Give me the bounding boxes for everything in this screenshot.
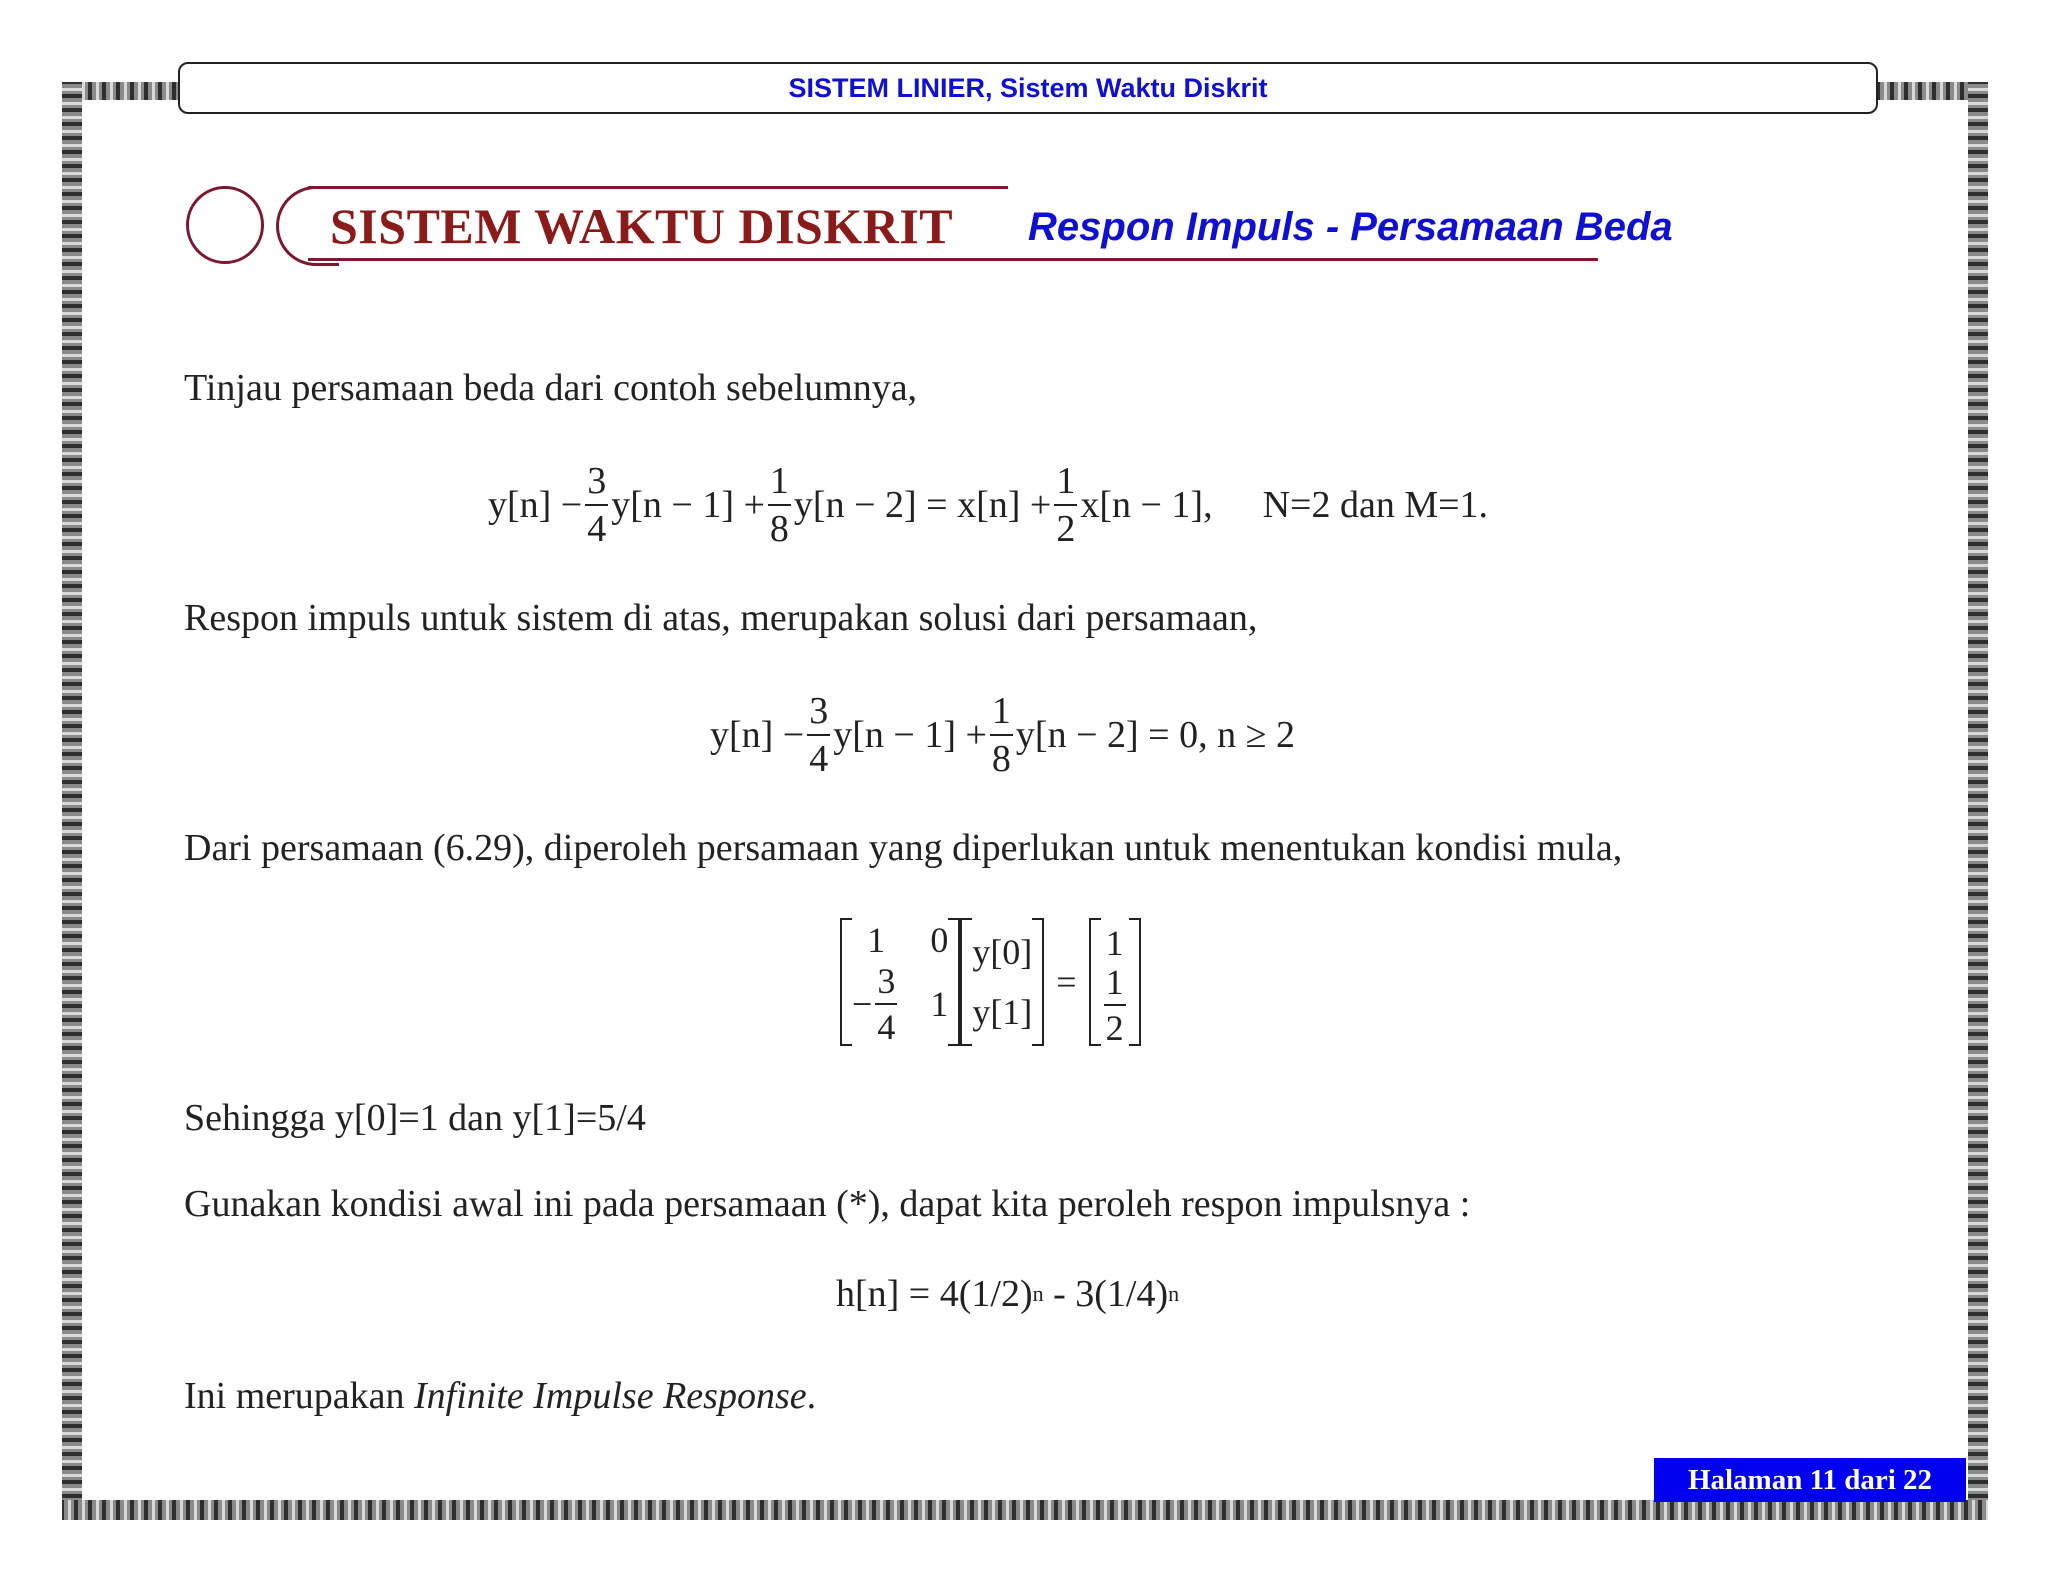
title-rule-top bbox=[308, 186, 1008, 189]
eq1-term-2: y[n − 1] + bbox=[611, 484, 765, 526]
paragraph-6-italic: Infinite Impulse Response bbox=[414, 1375, 807, 1417]
vector-rhs-1: 1 bbox=[1105, 923, 1124, 963]
eq1-fraction-3 bbox=[1054, 462, 1077, 548]
frame-right bbox=[1968, 82, 1988, 1520]
eq1-f3-num: 1 bbox=[1054, 462, 1077, 506]
matrix-a12: 0 bbox=[930, 920, 949, 960]
eq1-term-4: x[n − 1], bbox=[1080, 484, 1213, 526]
vector-rhs-2-den: 2 bbox=[1105, 1008, 1124, 1048]
title-rule-bottom bbox=[308, 258, 1598, 261]
eq2-fraction-2 bbox=[990, 692, 1013, 778]
equation-3: h[n] = 4(1/2) n - 3(1/4) n bbox=[836, 1273, 1180, 1315]
eq1-term-1: y[n] − bbox=[488, 484, 583, 526]
frame-left bbox=[62, 82, 82, 1520]
equation-1 bbox=[488, 458, 1488, 552]
eq2-f2-num: 1 bbox=[990, 692, 1013, 736]
eq3-part-b: - 3(1/4) bbox=[1043, 1273, 1169, 1315]
matrix-a22: 1 bbox=[930, 984, 949, 1024]
header-bar bbox=[178, 62, 1878, 114]
vector-rhs-2-fraction bbox=[1104, 964, 1126, 1046]
eq1-fraction-2 bbox=[768, 462, 791, 548]
paragraph-6-tail: . bbox=[806, 1375, 817, 1417]
paragraph-1: Tinjau persamaan beda dari contoh sebelumnya, bbox=[184, 367, 918, 409]
eq2-f2-den: 8 bbox=[991, 738, 1011, 780]
eq2-term-1: y[n] − bbox=[710, 714, 805, 756]
eq1-term-3: y[n − 2] = x[n] + bbox=[793, 484, 1052, 526]
eq2-term-2: y[n − 1] + bbox=[833, 714, 987, 756]
header-title: SISTEM LINIER, Sistem Waktu Diskrit bbox=[788, 73, 1268, 103]
matrix-a21-den: 4 bbox=[877, 1007, 896, 1047]
eq1-f2-num: 1 bbox=[768, 462, 791, 506]
matrix-a21-num: 3 bbox=[875, 963, 897, 1005]
page-number-badge: Halaman 11 dari 22 bbox=[1654, 1458, 1966, 1502]
paragraph-3: Dari persamaan (6.29), diperoleh persamaan yang diperlukan untuk menentukan kondisi mula, bbox=[184, 827, 1623, 869]
paragraph-5: Gunakan kondisi awal ini pada persamaan (*), dapat kita peroleh respon impulsnya : bbox=[184, 1183, 1471, 1225]
eq1-f1-den: 4 bbox=[587, 508, 607, 550]
eq1-f3-den: 2 bbox=[1056, 508, 1076, 550]
eq2-term-3: y[n − 2] = 0, n ≥ 2 bbox=[1015, 714, 1295, 756]
vector-y0: y[0] bbox=[972, 932, 1033, 972]
frame-bottom bbox=[62, 1500, 1988, 1520]
eq3-part-a: h[n] = 4(1/2) bbox=[836, 1273, 1033, 1315]
vector-rhs-2-num: 1 bbox=[1104, 964, 1126, 1006]
page-title: SISTEM WAKTU DISKRIT bbox=[330, 198, 954, 254]
title-circle-ornament bbox=[186, 186, 264, 264]
vector-y1: y[1] bbox=[972, 992, 1033, 1032]
matrix-vector-rhs bbox=[1089, 918, 1141, 1046]
paragraph-4: Sehingga y[0]=1 dan y[1]=5/4 bbox=[184, 1097, 646, 1139]
matrix-a11: 1 bbox=[867, 920, 886, 960]
eq1-f1-num: 3 bbox=[585, 462, 608, 506]
matrix-equation bbox=[840, 914, 1141, 1050]
eq2-f1-den: 4 bbox=[809, 738, 829, 780]
eq2-f1-num: 3 bbox=[807, 692, 830, 736]
eq1-note: N=2 dan M=1. bbox=[1262, 484, 1489, 526]
matrix-vector-y bbox=[960, 918, 1044, 1046]
matrix-equals: = bbox=[1056, 962, 1077, 1002]
paragraph-6 bbox=[184, 1372, 816, 1420]
eq2-fraction-1 bbox=[807, 692, 830, 778]
page-subtitle: Respon Impuls - Persamaan Beda bbox=[1028, 205, 1673, 249]
matrix-a21 bbox=[852, 963, 900, 1045]
eq1-fraction-1 bbox=[585, 462, 608, 548]
equation-2 bbox=[710, 688, 1295, 782]
matrix-a bbox=[840, 918, 960, 1046]
paragraph-6-lead: Ini merupakan bbox=[184, 1375, 415, 1417]
matrix-a21-fraction bbox=[875, 963, 897, 1045]
eq1-f2-den: 8 bbox=[769, 508, 789, 550]
paragraph-2: Respon impuls untuk sistem di atas, merupakan solusi dari persamaan, bbox=[184, 597, 1258, 639]
matrix-a21-sign: − bbox=[852, 984, 873, 1024]
